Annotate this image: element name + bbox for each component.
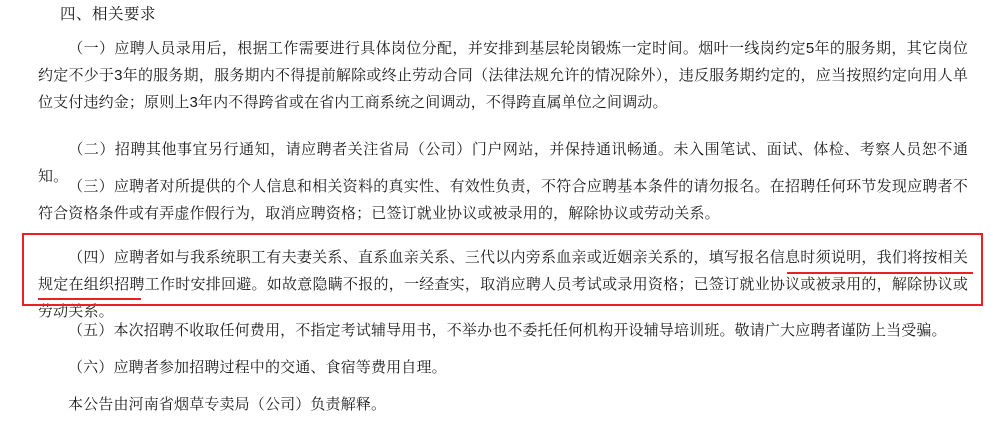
- paragraph-text-3: 应聘者对所提供的个人信息和相关资料的真实性、有效性负责，不符合应聘基本条件的请勿报名。在招聘任何环节发现应聘者不符合资格条件或有弄虚作假行为，取消应聘资格；已签订就业协议或被录用的，解除协议或劳动关系。: [38, 178, 969, 222]
- paragraph-item-7: [38, 391, 968, 418]
- section-heading: 四、相关要求: [60, 6, 157, 23]
- paragraph-label-6: （六）: [68, 359, 114, 376]
- paragraph-text-4: 应聘者如与我系统职工有夫妻关系、直系血亲关系、三代以内旁系血亲或近姻亲关系的，填写报名信息时须说明，我们将按相关规定在组织招聘工作时安排回避。如故意隐瞒不报的，一经查实，取消应聘人员考试或录用资格；已签订就业协议或被录用的，解除协议或劳动关系。: [38, 249, 969, 320]
- paragraph-label-2: （二）: [68, 141, 115, 158]
- paragraph-label-3: （三）: [68, 178, 114, 195]
- red-underline-mark-1: [787, 272, 973, 274]
- paragraph-item-1: [38, 35, 968, 116]
- paragraph-item-6: [38, 354, 968, 381]
- paragraph-text-7: 本公告由河南省烟草专卖局（公司）负责解释。: [68, 396, 387, 413]
- paragraph-item-4: [38, 244, 968, 325]
- paragraph-label-4: （四）: [68, 249, 114, 266]
- paragraph-item-5: [38, 317, 968, 344]
- paragraph-text-6: 应聘者参加招聘过程中的交通、食宿等费用自理。: [113, 359, 447, 376]
- paragraph-item-3: [38, 173, 968, 227]
- red-underline-mark-2: [38, 298, 141, 300]
- paragraph-text-5: 本次招聘不收取任何费用，不指定考试辅导用书，不举办也不委托任何机构开设辅导培训班。敬请广大应聘者谨防上当受骗。: [113, 322, 947, 339]
- paragraph-text-1: 应聘人员录用后，根据工作需要进行具体岗位分配，并安排到基层轮岗锻炼一定时间。烟叶一线岗约定5年的服务期，其它岗位约定不少于3年的服务期，服务期内不得提前解除或终止劳动合同（法律法规允许的情况除外），违反服务期约定的，应当按照约定向用人单位支付违约金；原则上3年内不得跨省或在省内工商系统之间调动，不得跨直属单位之间调动。: [38, 40, 969, 111]
- paragraph-text-2: 招聘其他事宜另行通知，请应聘者关注省局（公司）门户网站，并保持通讯畅通。未入围笔试、面试、体检、考察人员恕不通知。: [38, 141, 968, 185]
- paragraph-label-5: （五）: [68, 322, 114, 339]
- paragraph-label-1: （一）: [68, 40, 115, 57]
